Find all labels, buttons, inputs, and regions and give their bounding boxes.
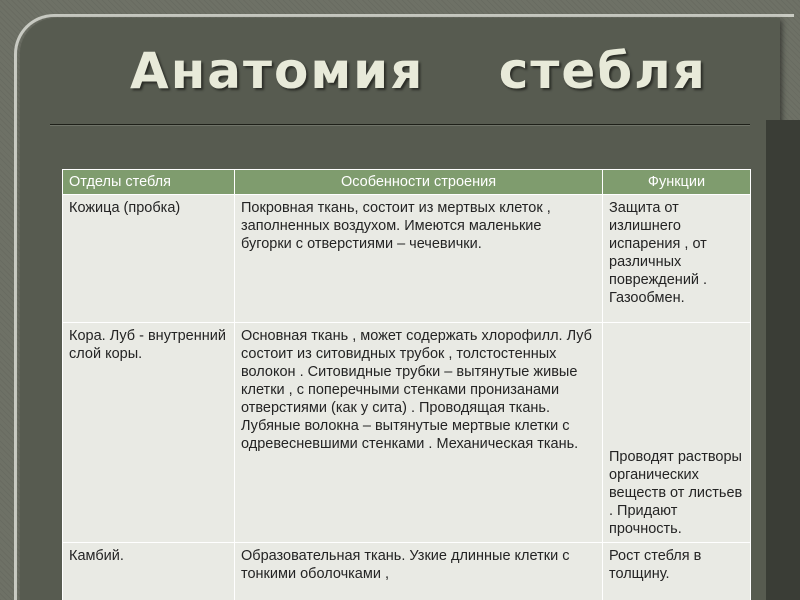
cell-function: Защита от излишнего испарения , от различных повреждений . Газообмен.	[603, 195, 751, 323]
column-header-function: Функции	[603, 170, 751, 195]
table-row	[63, 323, 751, 543]
cell-part: Кожица (пробка)	[63, 195, 235, 323]
cell-part: Камбий.	[63, 543, 235, 600]
slide-title: Анатомия стебля	[130, 42, 707, 100]
title-divider	[50, 124, 750, 126]
cell-structure: Основная ткань , может содержать хлорофилл. Луб состоит из ситовидных трубок , толстостенных волокон . Ситовидные трубки – вытянутые живые клетки , с поперечными стенками пронизанами отверстиями (как у сита) . Проводящая ткань. Лубяные волокна – вытянутые мертвые клетки с одревесневшими стенками . Механическая ткань.	[235, 323, 603, 543]
cell-function: Рост стебля в толщину.	[603, 543, 751, 600]
cell-part: Кора. Луб - внутренний слой коры.	[63, 323, 235, 543]
anatomy-table	[62, 169, 751, 600]
column-header-part: Отделы стебля	[63, 170, 235, 195]
panel-shadow	[766, 120, 800, 600]
cell-function: Проводят растворы органических веществ от листьев . Придают прочность.	[603, 323, 751, 543]
column-header-structure: Особенности строения	[235, 170, 603, 195]
cell-structure: Покровная ткань, состоит из мертвых клеток , заполненных воздухом. Имеются маленькие бугорки с отверстиями – чечевички.	[235, 195, 603, 323]
cell-structure: Образовательная ткань. Узкие длинные клетки с тонкими оболочками ,	[235, 543, 603, 600]
table-row	[63, 195, 751, 323]
table-row	[63, 543, 751, 600]
table-header-row	[63, 170, 751, 195]
